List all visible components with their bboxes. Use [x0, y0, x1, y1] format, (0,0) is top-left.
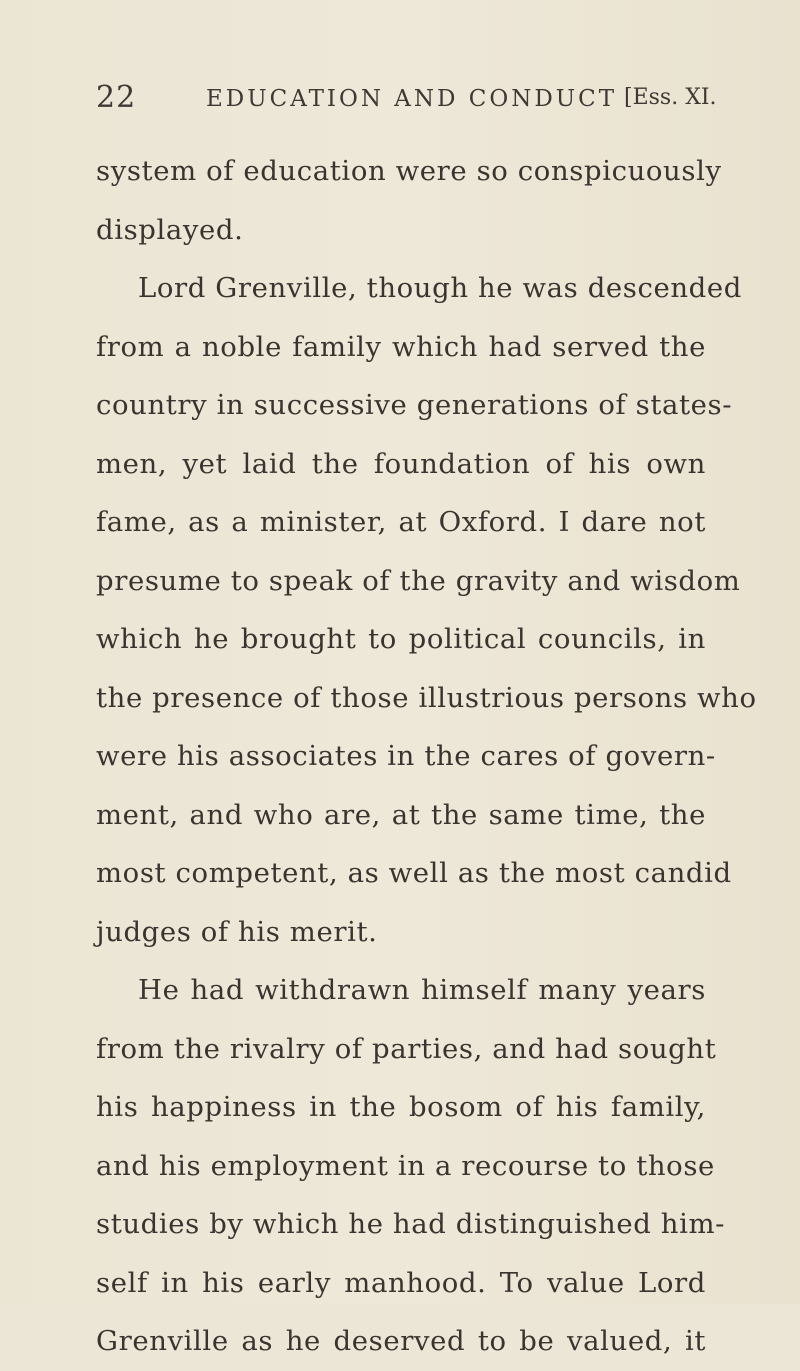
page-header	[96, 80, 716, 116]
text-line: system of education were so conspicuously	[96, 155, 722, 187]
page-number: 22	[96, 80, 137, 115]
text-line: presume to speak of the gravity and wisdom	[96, 564, 741, 597]
text-line: which he brought to political councils, in	[96, 623, 706, 655]
text-line: self in his early manhood. To value Lord	[96, 1266, 706, 1299]
text-line: Grenville as he deserved to be valued, it	[96, 1325, 706, 1357]
body-text	[96, 142, 757, 1371]
text-line: his happiness in the bosom of his family,	[96, 1091, 706, 1123]
text-line: the presence of those illustrious persons who	[96, 681, 757, 714]
text-line: and his employment in a recourse to those	[96, 1149, 715, 1182]
text-line: He had withdrawn himself many years	[138, 974, 706, 1006]
text-line: from the rivalry of parties, and had sought	[96, 1032, 717, 1065]
text-line: country in successive generations of states-	[96, 389, 733, 421]
text-line: displayed.	[96, 213, 244, 246]
text-line: ment, and who are, at the same time, the	[96, 798, 706, 831]
text-line: judges of his merit.	[96, 915, 378, 948]
text-line: most competent, as well as the most candid	[96, 857, 732, 889]
text-line: studies by which he had distinguished him-	[96, 1208, 726, 1240]
text-line: were his associates in the cares of govern-	[96, 740, 716, 772]
text-line: fame, as a minister, at Oxford. I dare not	[96, 506, 706, 538]
text-line: Lord Grenville, though he was descended	[138, 272, 742, 304]
section-reference: [Ess. XI.	[624, 85, 717, 110]
text-line: men, yet laid the foundation of his own	[96, 447, 706, 480]
text-line: from a noble family which had served the	[96, 330, 706, 363]
running-title: EDUCATION AND CONDUCT	[206, 86, 618, 112]
